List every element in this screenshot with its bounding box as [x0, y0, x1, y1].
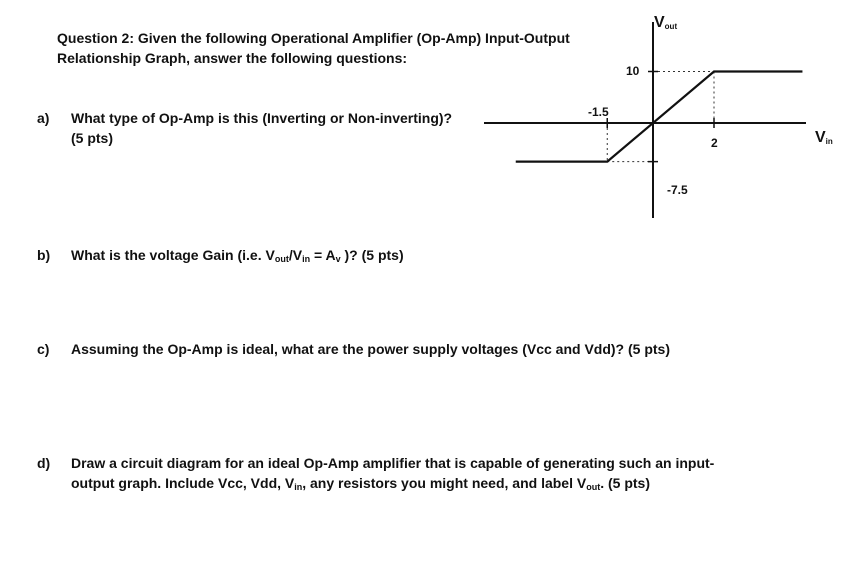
y-axis-label	[654, 14, 677, 32]
part-b-sub-in: in	[302, 254, 311, 264]
part-d-l2-mid: , any resistors you might need, and label V	[302, 475, 587, 491]
tick-label-x-neg: -1.5	[588, 105, 609, 119]
part-b-pre: What is the voltage Gain (i.e. V	[71, 247, 275, 263]
tick-label-x-pos: 2	[711, 136, 718, 150]
part-a-line2: (5 pts)	[71, 130, 113, 146]
graph-axes	[484, 22, 806, 218]
part-b-post: )? (5 pts)	[340, 247, 404, 263]
part-d-line1: Draw a circuit diagram for an ideal Op-Amp amplifier that is capable of generating such an input-	[71, 455, 715, 471]
part-c-marker: c)	[37, 341, 50, 357]
part-d-marker: d)	[37, 455, 51, 471]
x-axis-label-v: V	[815, 129, 826, 146]
tick-label-y-pos: 10	[626, 64, 640, 78]
question-title-line1: Question 2: Given the following Operational Amplifier (Op-Amp) Input-Output	[57, 30, 570, 46]
part-a-line1: What type of Op-Amp is this (Inverting or Non-inverting)?	[71, 110, 453, 126]
y-axis-label-v: V	[654, 14, 665, 31]
y-axis-label-sub: out	[664, 22, 678, 31]
part-d-sub-in: in	[294, 482, 303, 492]
part-b-sub-v: v	[335, 254, 341, 264]
part-b-mid1: /V	[288, 247, 303, 263]
x-axis-label-sub: in	[825, 137, 833, 146]
part-d-sub-out: out	[586, 482, 601, 492]
question-title-line2: Relationship Graph, answer the following questions:	[57, 50, 408, 66]
part-b-marker: b)	[37, 247, 51, 263]
part-d-l2-post: . (5 pts)	[600, 475, 650, 491]
part-c-text: Assuming the Op-Amp is ideal, what are the power supply voltages (Vcc and Vdd)? (5 pts)	[71, 341, 670, 357]
graph-curve	[516, 71, 803, 161]
part-a-marker: a)	[37, 110, 50, 126]
part-b-sub-out: out	[274, 254, 289, 264]
part-d-l2-pre: output graph. Include Vcc, Vdd, V	[71, 475, 295, 491]
part-b-mid2: = A	[310, 247, 336, 263]
x-axis-label	[815, 129, 833, 147]
transfer-curve	[516, 72, 803, 162]
tick-label-y-neg: -7.5	[667, 183, 688, 197]
